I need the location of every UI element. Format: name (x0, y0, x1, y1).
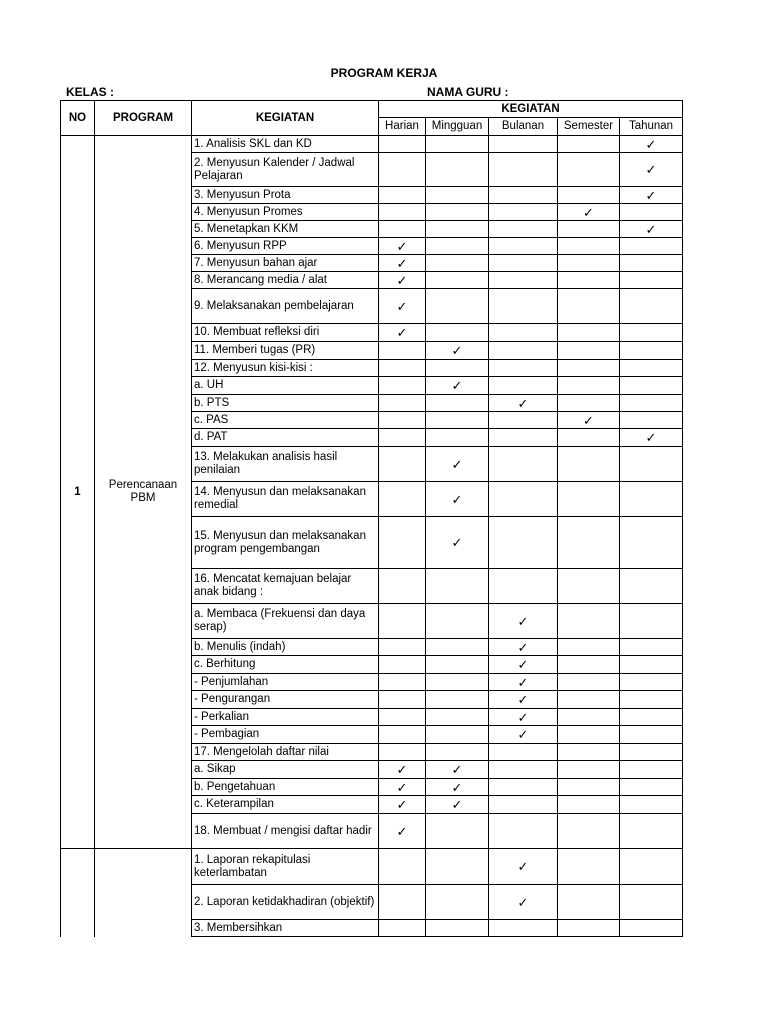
empty-cell (620, 656, 683, 674)
check-mark-icon: ✓ (379, 289, 426, 324)
kelas-label: KELAS : (66, 85, 114, 99)
activity-text: 14. Menyusun dan melaksanakan remedial (192, 482, 379, 517)
empty-cell (620, 255, 683, 272)
empty-cell (489, 289, 558, 324)
header-frequency-group: KEGIATAN (379, 101, 683, 118)
empty-cell (426, 412, 489, 429)
empty-cell (379, 342, 426, 360)
check-mark-icon: ✓ (426, 482, 489, 517)
check-mark-icon: ✓ (620, 136, 683, 153)
empty-cell (620, 238, 683, 255)
activity-text: - Perkalian (192, 709, 379, 726)
empty-cell (379, 656, 426, 674)
activity-text: 10. Membuat refleksi diri (192, 324, 379, 342)
activity-text: 18. Membuat / mengisi daftar hadir (192, 814, 379, 849)
nama-guru-label: NAMA GURU : (427, 85, 509, 99)
empty-cell (558, 377, 620, 395)
check-mark-icon: ✓ (489, 709, 558, 726)
empty-cell (489, 342, 558, 360)
empty-cell (620, 691, 683, 709)
activity-text: 9. Melaksanakan pembelajaran (192, 289, 379, 324)
check-mark-icon: ✓ (620, 153, 683, 187)
empty-cell (426, 255, 489, 272)
empty-cell (558, 779, 620, 796)
check-mark-icon: ✓ (489, 604, 558, 639)
activity-text: 15. Menyusun dan melaksanakan program pengembangan (192, 517, 379, 569)
check-mark-icon: ✓ (379, 255, 426, 272)
empty-cell (379, 187, 426, 204)
activity-text: 6. Menyusun RPP (192, 238, 379, 255)
table-row (61, 849, 683, 885)
empty-cell (620, 272, 683, 289)
empty-cell (379, 604, 426, 639)
empty-cell (379, 153, 426, 187)
empty-cell (489, 187, 558, 204)
activity-text: 1. Laporan rekapitulasi keterlambatan (192, 849, 379, 885)
empty-cell (558, 153, 620, 187)
activity-text: b. Menulis (indah) (192, 639, 379, 656)
check-mark-icon: ✓ (489, 691, 558, 709)
empty-cell (620, 604, 683, 639)
check-mark-icon: ✓ (426, 517, 489, 569)
empty-cell (426, 920, 489, 937)
empty-cell (620, 674, 683, 691)
empty-cell (489, 412, 558, 429)
empty-cell (426, 429, 489, 447)
empty-cell (379, 691, 426, 709)
activity-text: 7. Menyusun bahan ajar (192, 255, 379, 272)
empty-cell (426, 221, 489, 238)
empty-cell (489, 569, 558, 604)
empty-cell (426, 604, 489, 639)
empty-cell (379, 429, 426, 447)
check-mark-icon: ✓ (426, 779, 489, 796)
empty-cell (558, 814, 620, 849)
table-body (61, 136, 683, 937)
empty-cell (558, 221, 620, 238)
empty-cell (379, 517, 426, 569)
empty-cell (489, 779, 558, 796)
empty-cell (426, 885, 489, 920)
empty-cell (489, 482, 558, 517)
activity-text: 2. Menyusun Kalender / Jadwal Pelajaran (192, 153, 379, 187)
empty-cell (558, 272, 620, 289)
activity-text: a. UH (192, 377, 379, 395)
empty-cell (426, 238, 489, 255)
activity-text: c. PAS (192, 412, 379, 429)
empty-cell (379, 709, 426, 726)
empty-cell (489, 517, 558, 569)
empty-cell (489, 796, 558, 814)
empty-cell (489, 447, 558, 482)
activity-text: 17. Mengelolah daftar nilai (192, 744, 379, 761)
empty-cell (379, 639, 426, 656)
empty-cell (558, 517, 620, 569)
empty-cell (558, 639, 620, 656)
activity-text: 1. Analisis SKL dan KD (192, 136, 379, 153)
activity-text: - Pengurangan (192, 691, 379, 709)
program-name: Perencanaan PBM (95, 136, 192, 849)
empty-cell (558, 238, 620, 255)
empty-cell (426, 639, 489, 656)
check-mark-icon: ✓ (379, 779, 426, 796)
header-semester: Semester (558, 118, 620, 136)
empty-cell (489, 136, 558, 153)
activity-text: - Penjumlahan (192, 674, 379, 691)
empty-cell (426, 656, 489, 674)
empty-cell (489, 272, 558, 289)
check-mark-icon: ✓ (379, 238, 426, 255)
row-number (61, 849, 95, 937)
empty-cell (620, 569, 683, 604)
empty-cell (620, 639, 683, 656)
check-mark-icon: ✓ (426, 761, 489, 779)
empty-cell (620, 482, 683, 517)
empty-cell (379, 136, 426, 153)
check-mark-icon: ✓ (426, 796, 489, 814)
activity-text: 12. Menyusun kisi-kisi : (192, 360, 379, 377)
empty-cell (620, 726, 683, 744)
empty-cell (558, 429, 620, 447)
empty-cell (426, 324, 489, 342)
check-mark-icon: ✓ (379, 324, 426, 342)
check-mark-icon: ✓ (379, 761, 426, 779)
empty-cell (558, 447, 620, 482)
empty-cell (620, 779, 683, 796)
empty-cell (426, 691, 489, 709)
empty-cell (379, 885, 426, 920)
check-mark-icon: ✓ (489, 656, 558, 674)
program-name (95, 849, 192, 937)
empty-cell (426, 136, 489, 153)
check-mark-icon: ✓ (489, 639, 558, 656)
empty-cell (620, 517, 683, 569)
check-mark-icon: ✓ (620, 187, 683, 204)
empty-cell (426, 709, 489, 726)
check-mark-icon: ✓ (489, 395, 558, 412)
empty-cell (426, 153, 489, 187)
empty-cell (426, 569, 489, 604)
empty-cell (620, 377, 683, 395)
empty-cell (379, 395, 426, 412)
empty-cell (558, 136, 620, 153)
empty-cell (558, 569, 620, 604)
empty-cell (558, 342, 620, 360)
empty-cell (489, 324, 558, 342)
empty-cell (426, 674, 489, 691)
empty-cell (489, 920, 558, 937)
check-mark-icon: ✓ (489, 726, 558, 744)
check-mark-icon: ✓ (426, 447, 489, 482)
empty-cell (379, 674, 426, 691)
empty-cell (426, 744, 489, 761)
empty-cell (620, 289, 683, 324)
header-bulanan: Bulanan (489, 118, 558, 136)
empty-cell (426, 726, 489, 744)
empty-cell (489, 238, 558, 255)
check-mark-icon: ✓ (379, 796, 426, 814)
empty-cell (620, 412, 683, 429)
header-tahunan: Tahunan (620, 118, 683, 136)
activity-text: 16. Mencatat kemajuan belajar anak bidang : (192, 569, 379, 604)
empty-cell (620, 814, 683, 849)
empty-cell (558, 885, 620, 920)
header-program: PROGRAM (95, 101, 192, 136)
empty-cell (620, 204, 683, 221)
check-mark-icon: ✓ (489, 885, 558, 920)
document-title: PROGRAM KERJA (330, 66, 438, 80)
empty-cell (379, 849, 426, 885)
header-kegiatan: KEGIATAN (192, 101, 379, 136)
empty-cell (426, 272, 489, 289)
empty-cell (426, 360, 489, 377)
empty-cell (620, 395, 683, 412)
empty-cell (558, 744, 620, 761)
empty-cell (379, 360, 426, 377)
activity-text: 3. Menyusun Prota (192, 187, 379, 204)
empty-cell (426, 204, 489, 221)
empty-cell (489, 429, 558, 447)
empty-cell (620, 920, 683, 937)
activity-text: 11. Memberi tugas (PR) (192, 342, 379, 360)
check-mark-icon: ✓ (620, 429, 683, 447)
empty-cell (426, 289, 489, 324)
activity-text: 13. Melakukan analisis hasil penilaian (192, 447, 379, 482)
empty-cell (620, 447, 683, 482)
empty-cell (558, 726, 620, 744)
empty-cell (558, 604, 620, 639)
empty-cell (558, 920, 620, 937)
empty-cell (558, 691, 620, 709)
empty-cell (558, 482, 620, 517)
empty-cell (426, 814, 489, 849)
check-mark-icon: ✓ (379, 814, 426, 849)
empty-cell (379, 569, 426, 604)
empty-cell (379, 221, 426, 238)
empty-cell (620, 360, 683, 377)
empty-cell (558, 255, 620, 272)
empty-cell (558, 656, 620, 674)
empty-cell (558, 709, 620, 726)
empty-cell (620, 709, 683, 726)
activity-text: b. Pengetahuan (192, 779, 379, 796)
empty-cell (620, 796, 683, 814)
activity-text: a. Membaca (Frekuensi dan daya serap) (192, 604, 379, 639)
empty-cell (620, 849, 683, 885)
empty-cell (379, 377, 426, 395)
check-mark-icon: ✓ (426, 377, 489, 395)
empty-cell (558, 395, 620, 412)
empty-cell (379, 447, 426, 482)
activity-text: a. Sikap (192, 761, 379, 779)
empty-cell (379, 482, 426, 517)
empty-cell (489, 255, 558, 272)
check-mark-icon: ✓ (426, 342, 489, 360)
empty-cell (620, 744, 683, 761)
activity-text: 2. Laporan ketidakhadiran (objektif) (192, 885, 379, 920)
empty-cell (620, 324, 683, 342)
empty-cell (426, 187, 489, 204)
activity-text: - Pembagian (192, 726, 379, 744)
row-number: 1 (61, 136, 95, 849)
empty-cell (379, 920, 426, 937)
empty-cell (620, 342, 683, 360)
empty-cell (558, 849, 620, 885)
activity-text: 3. Membersihkan (192, 920, 379, 937)
empty-cell (379, 744, 426, 761)
empty-cell (558, 289, 620, 324)
header-no: NO (61, 101, 95, 136)
empty-cell (379, 204, 426, 221)
empty-cell (489, 377, 558, 395)
activity-text: d. PAT (192, 429, 379, 447)
check-mark-icon: ✓ (558, 204, 620, 221)
empty-cell (489, 153, 558, 187)
check-mark-icon: ✓ (489, 674, 558, 691)
activity-text: 4. Menyusun Promes (192, 204, 379, 221)
check-mark-icon: ✓ (558, 412, 620, 429)
empty-cell (489, 221, 558, 238)
activity-text: 5. Menetapkan KKM (192, 221, 379, 238)
check-mark-icon: ✓ (620, 221, 683, 238)
check-mark-icon: ✓ (379, 272, 426, 289)
empty-cell (620, 761, 683, 779)
program-kerja-table (60, 100, 683, 937)
empty-cell (489, 204, 558, 221)
header-harian: Harian (379, 118, 426, 136)
empty-cell (379, 726, 426, 744)
empty-cell (426, 849, 489, 885)
header-mingguan: Mingguan (426, 118, 489, 136)
empty-cell (558, 324, 620, 342)
table-row (61, 136, 683, 153)
activity-text: 8. Merancang media / alat (192, 272, 379, 289)
empty-cell (558, 796, 620, 814)
empty-cell (558, 187, 620, 204)
activity-text: b. PTS (192, 395, 379, 412)
activity-text: c. Berhitung (192, 656, 379, 674)
empty-cell (489, 360, 558, 377)
empty-cell (489, 761, 558, 779)
empty-cell (558, 674, 620, 691)
empty-cell (489, 814, 558, 849)
activity-text: c. Keterampilan (192, 796, 379, 814)
empty-cell (379, 412, 426, 429)
empty-cell (558, 761, 620, 779)
empty-cell (426, 395, 489, 412)
empty-cell (620, 885, 683, 920)
empty-cell (558, 360, 620, 377)
check-mark-icon: ✓ (489, 849, 558, 885)
empty-cell (489, 744, 558, 761)
